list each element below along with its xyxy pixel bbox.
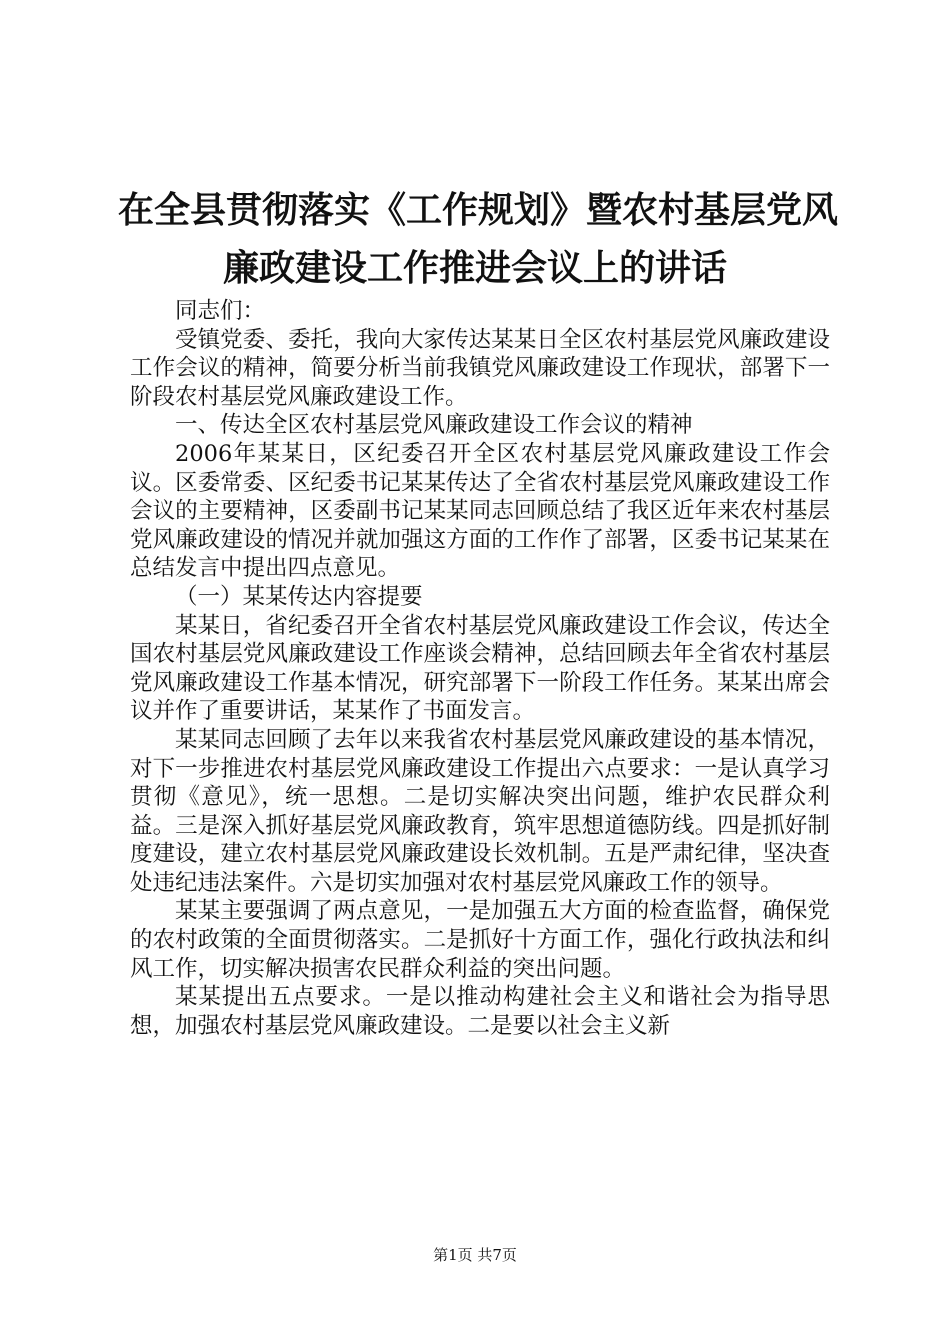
salutation: 同志们： [175,298,266,324]
paragraph: 受镇党委、委托，我向大家传达某某日全区农村基层党风廉政建设工作会议的精神，简要分析当前我镇党风廉政建设工作现状，部署下一阶段农村基层党风廉政建设工作。 [130,326,830,410]
document-body [130,297,830,1040]
paragraph: 某某提出五点要求。一是以推动构建社会主义和谐社会为指导思想，加强农村基层党风廉政建设。二是要以社会主义新 [130,984,830,1039]
section-heading: 一、传达全区农村基层党风廉政建设工作会议的精神 [175,412,693,439]
paragraph: 某某日，省纪委召开全省农村基层党风廉政建设工作会议，传达全国农村基层党风廉政建设工作座谈会精神，总结回顾去年全省农村基层党风廉政建设工作基本情况，研究部署下一阶段工作任务。某某出席会议并作了重要讲话，某某作了书面发言。 [130,612,830,725]
paragraph: 某某同志回顾了去年以来我省农村基层党风廉政建设的基本情况，对下一步推进农村基层党风廉政建设工作提出六点要求：一是认真学习贯彻《意见》，统一思想。二是切实解决突出问题，维护农民群众利益。三是深入抓好基层党风廉政教育，筑牢思想道德防线。四是抓好制度建设，建立农村基层党风廉政建设长效机制。五是严肃纪律，坚决查处违纪违法案件。六是切实加强对农村基层党风廉政工作的领导。 [130,726,830,896]
page-number-footer: 第1页 共7页 [433,1246,517,1264]
document-title-line-1: 在全县贯彻落实《工作规划》暨农村基层党风 [118,189,839,231]
document-title-line-2: 廉政建设工作推进会议上的讲话 [222,247,727,289]
paragraph: 某某主要强调了两点意见，一是加强五大方面的检查监督，确保党的农村政策的全面贯彻落实。二是抓好十方面工作，强化行政执法和纠风工作，切实解决损害农民群众利益的突出问题。 [130,898,830,982]
subsection-heading: （一）某某传达内容提要 [175,583,423,610]
paragraph: 2006年某某日，区纪委召开全区农村基层党风廉政建设工作会议。区委常委、区纪委书记某某传达了全省农村基层党风廉政建设工作会议的主要精神，区委副书记某某同志回顾总结了我区近年来农村基层党风廉政建设的情况并就加强这方面的工作作了部署，区委书记某某在总结发言中提出四点意见。 [130,440,830,582]
